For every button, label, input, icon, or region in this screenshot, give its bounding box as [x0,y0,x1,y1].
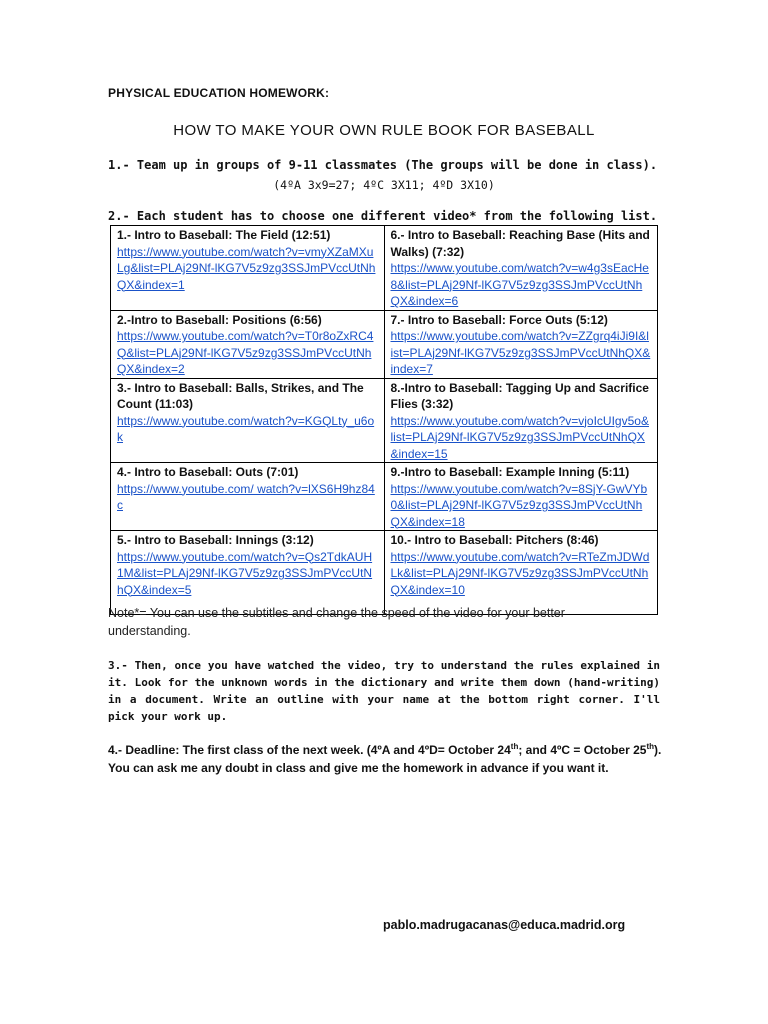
step-4-part: 4.- Deadline: The first class of the next week. (4ºA and 4ºD= October 24 [108,743,511,757]
video-note: Note*= You can use the subtitles and change the speed of the video for your better understanding. [108,606,565,638]
video-cell [384,310,658,378]
video-title: 8.-Intro to Baseball: Tagging Up and Sacrifice Flies (3:32) [390,380,649,411]
document-title: HOW TO MAKE YOUR OWN RULE BOOK FOR BASEBALL [173,122,595,139]
teacher-email: pablo.madrugacanas@educa.madrid.org [383,918,626,932]
ordinal-suffix: th [510,742,519,751]
video-link[interactable]: https://www.youtube.com/watch?v=Qs2TdkAUH1M&list=PLAj29Nf-lKG7V5z9zg3SSJmPVccUtNhQX&index=5 [117,549,373,597]
table-row [111,226,658,311]
video-cell [384,531,658,615]
ordinal-suffix: th [646,742,654,751]
video-link[interactable]: https://www.youtube.com/watch?v=8SjY-GwVYb0&list=PLAj29Nf-lKG7V5z9zg3SSJmPVccUtNhQX&index=18 [390,481,648,529]
video-title: 4.- Intro to Baseball: Outs (7:01) [117,465,299,479]
video-title: 7.- Intro to Baseball: Force Outs (5:12) [390,312,608,327]
video-title: 6.- Intro to Baseball: Reaching Base (Hits and Walks) (7:32) [390,228,650,259]
video-title: 9.-Intro to Baseball: Example Inning (5:11) [390,465,630,479]
table-row [111,378,658,463]
step-2-text: 2.- Each student has to choose one different video* from the following list. [108,209,658,223]
video-link[interactable]: https://www.youtube.com/watch?v=ZZgrq4iJi9I&list=PLAj29Nf-lKG7V5z9zg3SSJmPVccUtNhQX&index=7 [390,329,651,376]
video-cell [384,463,658,531]
table-row [111,310,658,378]
video-cell [384,226,658,311]
video-title: 10.- Intro to Baseball: Pitchers (8:46) [390,533,599,547]
video-title: 1.- Intro to Baseball: The Field (12:51) [117,228,331,242]
video-cell [111,378,385,463]
step-4-text [108,741,668,777]
step-4-part: ; and 4ºC = October 25 [518,743,647,757]
video-link[interactable]: https://www.youtube.com/watch?v=KGQLty_u6ok [117,413,375,444]
table-row [111,531,658,615]
step-1-groups: (4ºA 3x9=27; 4ºC 3X11; 4ºD 3X10) [273,178,495,192]
document-header: PHYSICAL EDUCATION HOMEWORK: [108,86,330,100]
video-cell [384,378,658,463]
step-4-part: ). You can ask me any doubt in class and give me the homework in advance if you want it. [108,743,662,775]
video-link[interactable]: https://www.youtube.com/watch?v=RTeZmJDWdLk&list=PLAj29Nf-lKG7V5z9zg3SSJmPVccUtNhQX&index=10 [390,549,650,597]
video-link[interactable]: https://www.youtube.com/watch?v=vmyXZaMXuLg&list=PLAj29Nf-lKG7V5z9zg3SSJmPVccUtNhQX&index=1 [117,244,376,292]
video-link[interactable]: https://www.youtube.com/ watch?v=lXS6H9hz84c [117,481,375,512]
video-link[interactable]: https://www.youtube.com/watch?v=vjoIcUIgv5o&list=PLAj29Nf-lKG7V5z9zg3SSJmPVccUtNhQX&index=15 [390,413,649,461]
video-table [110,225,658,615]
step-1-text: 1.- Team up in groups of 9-11 classmates (The groups will be done in class). [108,158,658,172]
video-title: 5.- Intro to Baseball: Innings (3:12) [117,533,314,547]
table-row [111,463,658,531]
video-cell [111,463,385,531]
video-link[interactable]: https://www.youtube.com/watch?v=T0r8oZxRC4Q&list=PLAj29Nf-lKG7V5z9zg3SSJmPVccUtNhQX&index=2 [117,329,374,376]
video-title: 3.- Intro to Baseball: Balls, Strikes, and The Count (11:03) [117,380,364,411]
video-cell [111,531,385,615]
video-cell [111,226,385,311]
video-link[interactable]: https://www.youtube.com/watch?v=w4g3sEacHe8&list=PLAj29Nf-lKG7V5z9zg3SSJmPVccUtNhQX&index=6 [390,261,649,308]
video-cell [111,310,385,378]
step-3-text: 3.- Then, once you have watched the video, try to understand the rules explained in it. Look for the unknown words in the dictionary and write them down (hand-writing) in a document. Write an outline with your name at the bottom right corner. I'll pick your work up. [108,659,660,723]
video-title: 2.-Intro to Baseball: Positions (6:56) [117,312,322,327]
